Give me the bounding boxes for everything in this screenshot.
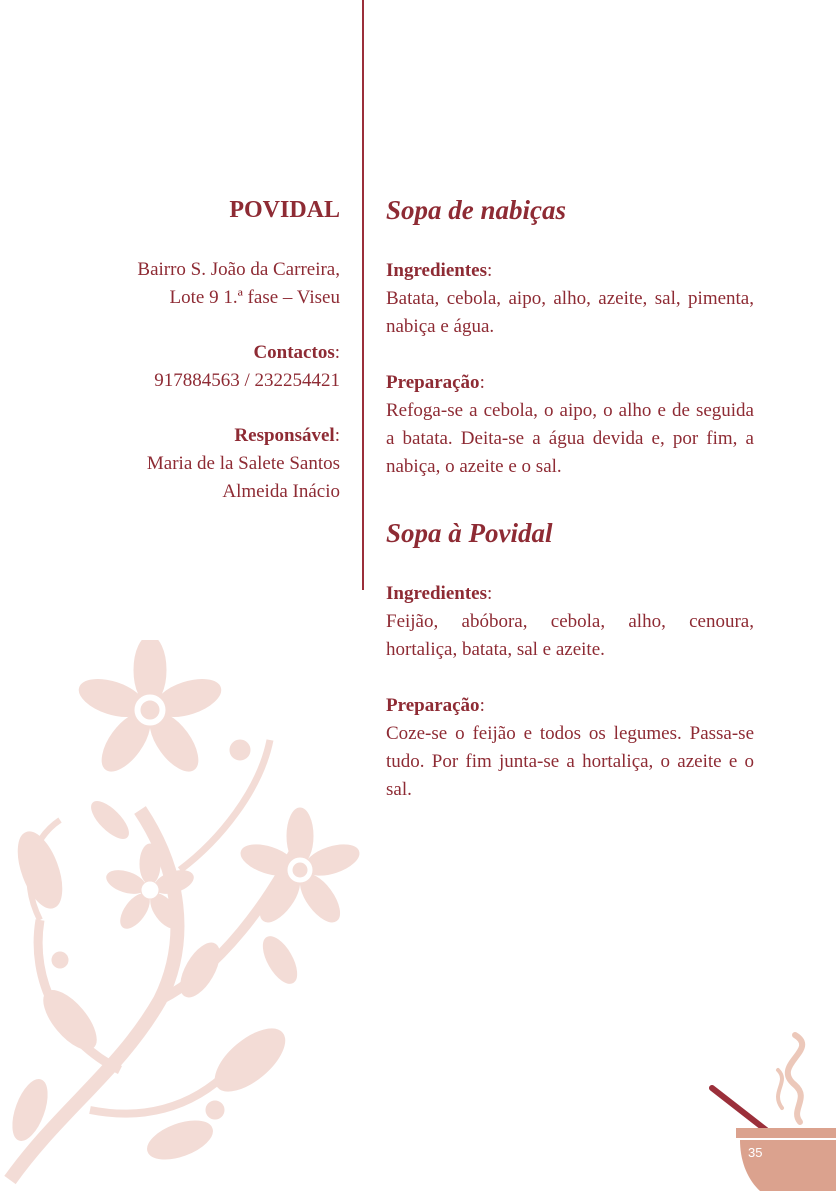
- ingredients-text: Feijão, abóbora, cebola, alho, cenoura, hortaliça, batata, sal e azeite.: [386, 611, 754, 660]
- contacts-value: 917884563 / 232254421: [154, 370, 340, 391]
- contacts-block: Contactos: 917884563 / 232254421: [80, 339, 340, 395]
- preparation-text: Coze-se o feijão e todos os legumes. Passa-se tudo. Por fim junta-se a hortaliça, o azeite e o sal.: [386, 723, 754, 800]
- soup-bowl-icon: [700, 1030, 840, 1191]
- floral-ornament-icon: [0, 640, 370, 1191]
- recipes-column: [386, 196, 754, 842]
- org-name: POVIDAL: [229, 197, 340, 223]
- responsible-label: Responsável: [234, 425, 335, 446]
- ingredients-section: Ingredientes: Batata, cebola, aipo, alho, azeite, sal, pimenta, nabiça e água.: [386, 257, 754, 341]
- ingredients-label: Ingredientes: [386, 583, 487, 604]
- ingredients-text: Batata, cebola, aipo, alho, azeite, sal, pimenta, nabiça e água.: [386, 288, 754, 337]
- responsible-line-2: Almeida Inácio: [222, 481, 340, 502]
- recipe-sopa-a-povidal: [386, 519, 754, 804]
- preparation-text: Refoga-se a cebola, o aipo, o alho e de seguida a batata. Deita-se a água devida e, por fim, a nabiça, o azeite e o sal.: [386, 400, 754, 477]
- recipe-title: Sopa de nabiças: [386, 195, 567, 225]
- preparation-section: Preparação: Coze-se o feijão e todos os legumes. Passa-se tudo. Por fim junta-se a hortaliça, o azeite e o sal.: [386, 692, 754, 804]
- contacts-label: Contactos: [253, 342, 335, 363]
- recipe-sopa-de-nabicas: [386, 196, 754, 481]
- preparation-label: Preparação: [386, 372, 480, 393]
- vertical-divider: [362, 0, 364, 590]
- responsible-line-1: Maria de la Salete Santos: [146, 453, 340, 474]
- preparation-label: Preparação: [386, 695, 480, 716]
- ingredients-label: Ingredientes: [386, 260, 487, 281]
- address-line-1: Bairro S. João da Carreira,: [137, 259, 340, 280]
- recipe-title: Sopa à Povidal: [386, 518, 553, 548]
- page-number: 35: [748, 1145, 763, 1160]
- address-line-2: Lote 9 1.ª fase – Viseu: [169, 287, 340, 308]
- preparation-section: Preparação: Refoga-se a cebola, o aipo, o alho e de seguida a batata. Deita-se a água devida e, por fim, a nabiça, o azeite e o sal.: [386, 369, 754, 481]
- contact-sidebar: [80, 196, 340, 533]
- ingredients-section: Ingredientes: Feijão, abóbora, cebola, alho, cenoura, hortaliça, batata, sal e azeite.: [386, 580, 754, 664]
- address-block: [80, 256, 340, 312]
- responsible-block: Responsável: Maria de la Salete Santos Almeida Inácio: [80, 422, 340, 506]
